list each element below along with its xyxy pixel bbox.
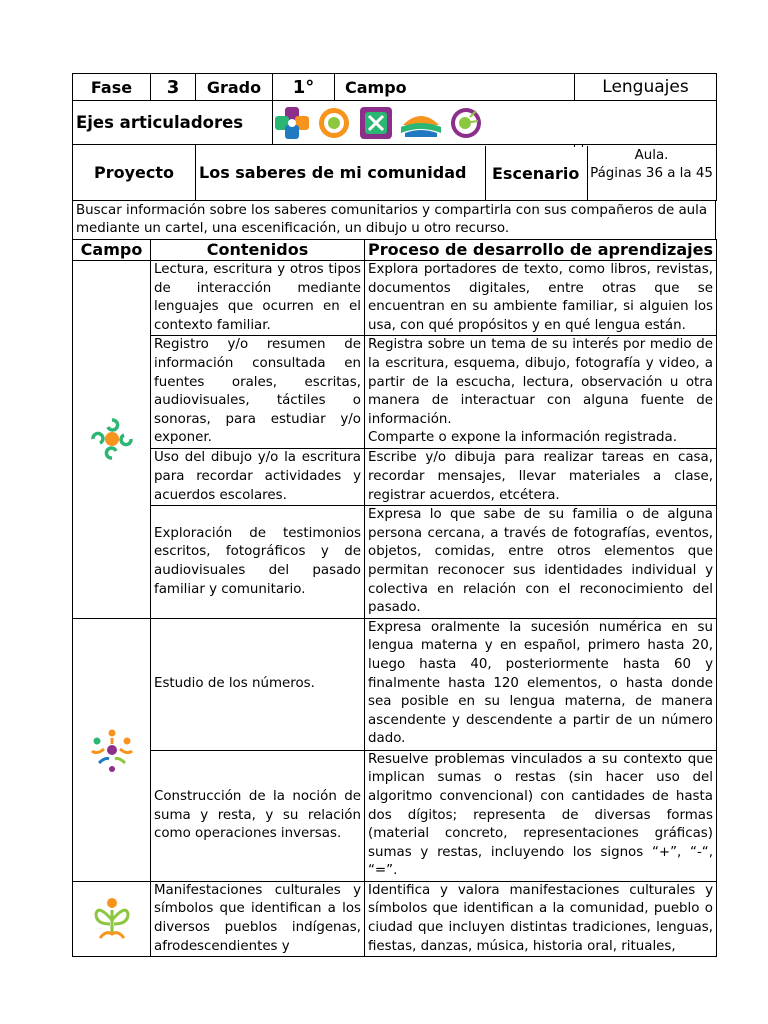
campo-value: Lenguajes (575, 74, 717, 101)
contenido-cell: Estudio de los números. (151, 618, 365, 750)
table-row (73, 750, 717, 881)
grado-label: Grado (196, 74, 273, 101)
proceso-cell: Explora portadores de texto, como libros, revistas, documentos digitales, entre otras que se encuentran en su ambiente familiar, si alguien los usa, con qué propósitos y en qué lengua están. (365, 261, 717, 336)
proceso-cell: Identifica y valora manifestaciones culturales y símbolos que identifican a la comunidad, pueblo o ciudad que incluyen distintas tradiciones, lenguas, fiestas, danzas, música, historia oral, rituales, (365, 881, 717, 956)
campo-cell-etica (73, 881, 151, 956)
proceso-cell: Resuelve problemas vinculados a su contexto que implican sumas o restas (sin hacer uso del algoritmo convencional) con cantidades de hasta dos dígitos; representa de diversas formas (material concreto, representaciones gráficas) sumas y restas, incluyendo los signos “+”, “-“, “=”. (365, 750, 717, 881)
lenguajes-campo-icon (89, 416, 135, 462)
table-row (73, 261, 717, 336)
project-description: Buscar información sobre los saberes comunitarios y compartirla con sus compañeros de aula mediante un cartel, una escenificación, un dibujo u otro recurso. (73, 201, 716, 240)
header-row (73, 74, 717, 101)
vida-saludable-icon (447, 105, 485, 141)
description-table (72, 200, 716, 240)
table-row (73, 336, 717, 449)
pensamiento-critico-icon (315, 105, 353, 141)
ejes-row (73, 101, 717, 145)
contenido-cell: Manifestaciones culturales y símbolos que identifican a los diversos pueblos indígenas, afrodescendientes y (151, 881, 365, 956)
escenario-label: Escenario (492, 147, 588, 200)
inclusion-icon (273, 105, 311, 141)
contenido-cell: Exploración de testimonios escritos, fotográficos y de audiovisuales del pasado familiar y comunitario. (151, 506, 365, 619)
contenido-cell: Registro y/o resumen de información consultada en fuentes orales, escritas, audiovisuales, táctiles o sonoras, para estudiar y/o exponer. (151, 336, 365, 449)
column-headers (73, 240, 717, 261)
contenido-cell: Uso del dibujo y/o la escritura para recordar actividades y acuerdos escolares. (151, 449, 365, 506)
campo-label: Campo (335, 74, 575, 101)
fase-label: Fase (73, 74, 151, 101)
interculturalidad-icon (357, 105, 395, 141)
content-table (72, 239, 717, 957)
table-row (73, 618, 717, 750)
campo-cell-saberes (73, 618, 151, 881)
col-contenidos: Contenidos (151, 240, 365, 261)
ejes-icons (273, 105, 713, 141)
ejes-label: Ejes articuladores (73, 101, 273, 145)
proyecto-value: Los saberes de mi comunidad (196, 145, 575, 201)
col-campo: Campo (73, 240, 151, 261)
contenido-cell: Construcción de la noción de suma y resta, y su relación como operaciones inversas. (151, 750, 365, 881)
saberes-campo-icon (87, 725, 137, 775)
proceso-cell: Registra sobre un tema de su interés por medio de la escritura, esquema, dibujo, fotografía y video, a partir de la escucha, lectura, observación u otra manera de interactuar con alguna fuente de información. Comparte o expone la información registrada. (365, 336, 717, 449)
table-row (73, 449, 717, 506)
proceso-cell: Expresa lo que sabe de su familia o de alguna persona cercana, a través de fotografías, eventos, objetos, comidas, entre otros elementos que permitan reconocer sus identidades individual y colectiva en relación con el reconocimiento del pasado. (365, 506, 717, 619)
etica-campo-icon (90, 894, 134, 944)
planning-document (72, 73, 716, 957)
proceso-cell: Expresa oralmente la sucesión numérica en su lengua materna y en español, primero hasta 20, luego hasta 40, posteriormente hasta 60 y finalmente hasta 120 elementos, o hasta donde sea posible en su lengua materna, de manera ascendente y descendente a partir de un número dado. (365, 618, 717, 750)
grado-value: 1° (273, 74, 335, 101)
campo-cell-lenguajes (73, 261, 151, 619)
table-row (73, 506, 717, 619)
col-proceso: Proceso de desarrollo de aprendizajes (365, 240, 717, 261)
table-row (73, 881, 717, 956)
fase-value: 3 (151, 74, 196, 101)
contenido-cell: Lectura, escritura y otros tipos de interacción mediante lenguajes que ocurren en el contexto familiar. (151, 261, 365, 336)
lectura-icon (399, 105, 443, 141)
proyecto-label: Proyecto (73, 145, 196, 201)
proceso-cell: Escribe y/o dibuja para realizar tareas en casa, recordar mensajes, llevar materiales a clase, registrar acuerdos, etcétera. (365, 449, 717, 506)
escenario-value: Aula. Páginas 36 a la 45 (588, 147, 715, 200)
